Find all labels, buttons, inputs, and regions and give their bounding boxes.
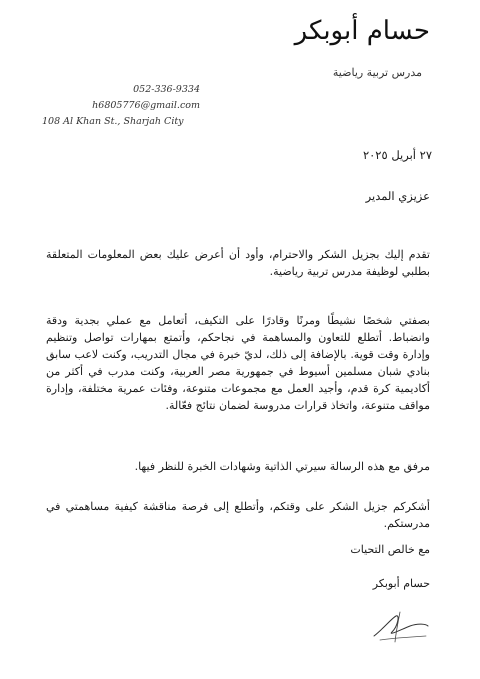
paragraph-experience: بصفتي شخصًا نشيطًا ومرنًا وقادرًا على التكيف، أتعامل مع عملي بجدية ودقة وانضباط. أتطلع للتعاون والمساهمة في نجاحكم، وأتمتع بمهارات تواصل وتنظيم وإدارة وقت قوية. بالإضافة إلى ذلك، لديّ خبرة في مجال التدريب، وكنت لاعب سابق بنادي شبان مسلمين أسيوط في جمهورية مصر العربية، وكنت مدرب في أكثر من أكاديمية كرة قدم، وأجيد العمل مع مجموعات متنوعة، وفئات عمرية مختلفة، وإدارة مواقف متنوعة، واتخاذ قرارات مدروسة لضمان نتائج فعّالة.	[46, 314, 430, 412]
letter-date: ٢٧ أبريل ٢٠٢٥	[362, 148, 432, 162]
closing-name: حسام أبوبكر	[372, 577, 430, 590]
sender-name: حسام أبوبكر	[294, 16, 430, 46]
paragraph-intro: تقدم إليك بجزيل الشكر والاحترام، وأود أن أعرض عليك بعض المعلومات المتعلقة بطلبي لوظيفة مدرس تربية رياضية.	[46, 248, 430, 278]
paragraph-attachment: مرفق مع هذه الرسالة سيرتي الذاتية وشهادات الخبرة للنظر فيها.	[134, 460, 430, 473]
paragraph-thanks: أشكركم جزيل الشكر على وقتكم، وأتطلع إلى فرصة مناقشة كيفية مساهمتي في مدرستكم.	[46, 500, 430, 530]
phone-number: 052-336-9334	[133, 84, 200, 95]
street-address: 108 Al Khan St., Sharjah City	[42, 116, 184, 127]
sender-title: مدرس تربية رياضية	[332, 66, 422, 79]
greeting: عزيزي المدير	[365, 189, 430, 203]
closing: مع خالص التحيات	[350, 543, 430, 556]
contact-block	[0, 82, 200, 130]
email-address: h6805776@gmail.com	[92, 100, 200, 111]
handwritten-signature	[370, 606, 432, 646]
